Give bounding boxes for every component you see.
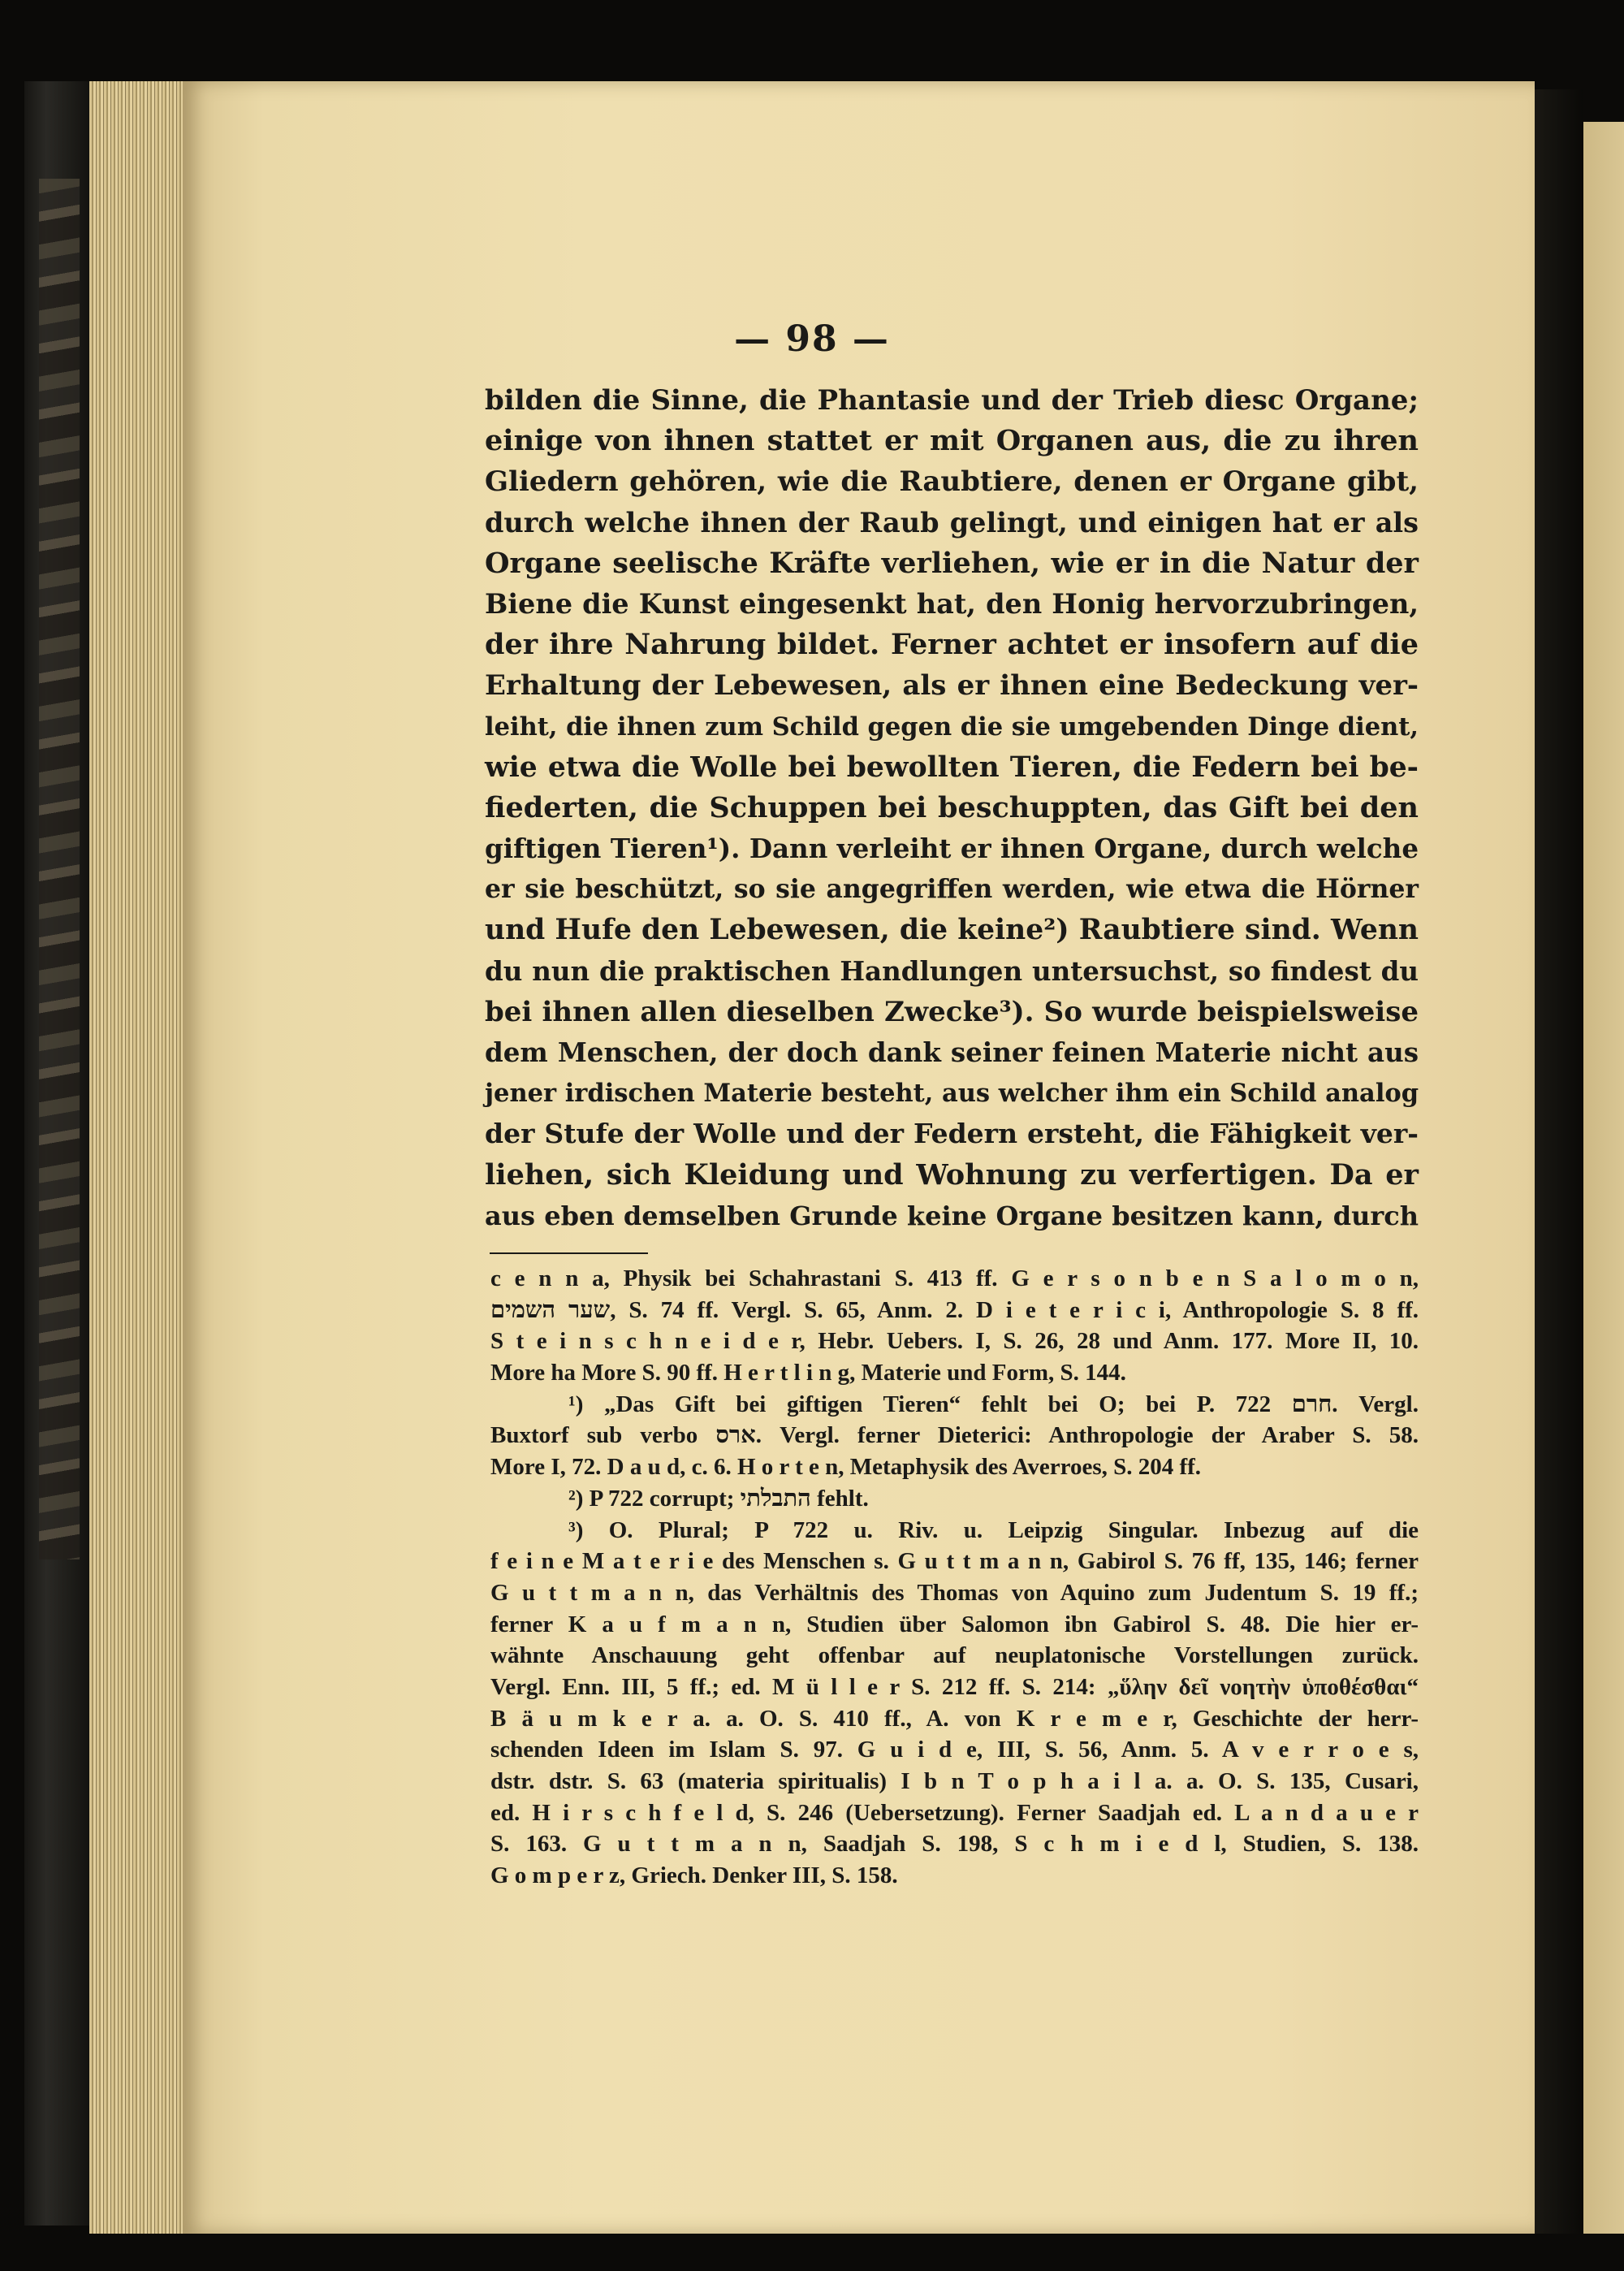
page-number: — 98 — [734,318,890,360]
footnote-line: S. 163. G u t t m a n n, Saadjah S. 198, S c h m i e d l, Studien, S. 138. [490,1831,1419,1858]
footnotes [490,1263,1419,1892]
body-line: bei ihnen allen dieselben Zwecke³). So wurde beispielsweise [485,995,1419,1028]
footnote-line: G u t t m a n n, das Verhältnis des Thomas von Aquino zum Judentum S. 19 ff.; [490,1579,1419,1606]
book-gutter [1535,89,1583,2234]
footnote-line: שער השמים, S. 74 ff. Vergl. S. 65, Anm. 2. D i e t e r i c i, Anthropologie S. 8 ff. [490,1296,1419,1323]
body-text [485,380,1419,1236]
body-line: liehen, sich Kleidung und Wohnung zu verfertigen. Da er [485,1157,1419,1192]
body-line: durch welche ihnen der Raub gelingt, und einigen hat er als [485,506,1419,539]
body-line: bilden die Sinne, die Phantasie und der Trieb diesc Organe; [485,384,1419,417]
footnote-line: f e i n e M a t e r i e des Menschen s. G u t t m a n n, Gabirol S. 76 ff, 135, 146; ferner [490,1548,1419,1575]
body-line: Biene die Kunst eingesenkt hat, den Honig hervorzubringen, [485,587,1419,620]
footnote-line: wähnte Anschauung geht offenbar auf neuplatonische Vorstellungen zurück. [490,1642,1419,1669]
page-edges [89,81,195,2234]
footnote-line: ed. H i r s c h f e l d, S. 246 (Uebersetzung). Ferner Saadjah ed. L a n d a u e r [490,1799,1419,1826]
footnote-line: G o m p e r z, Griech. Denker III, S. 158. [490,1862,898,1889]
footnote-line: More ha More S. 90 ff. H e r t l i n g, Materie und Form, S. 144. [490,1360,1126,1386]
body-line: Erhaltung der Lebewesen, als er ihnen eine Bedeckung ver- [485,669,1419,703]
footnote-line: Vergl. Enn. III, 5 ff.; ed. M ü l l e r S. 212 ff. S. 214: „ὕλην δεῖ νοητὴν ὑποθέσθαι“ [490,1673,1419,1700]
facing-page-edge [1583,122,1624,2234]
body-line: aus eben demselben Grunde keine Organe besitzen kann, durch [485,1200,1419,1231]
body-line: der Stufe der Wolle und der Federn ersteht, die Fähigkeit ver- [485,1118,1419,1150]
footnote-line: More I, 72. D a u d, c. 6. H o r t e n, Metaphysik des Averroes, S. 204 ff. [490,1454,1202,1481]
footnote-line: ²) P 722 corrupt; התבלתי fehlt. [568,1485,869,1512]
body-line: fiederten, die Schuppen bei beschuppten, das Gift bei den [485,790,1419,824]
footnote-line: schenden Ideen im Islam S. 97. G u i d e, III, S. 56, Anm. 5. A v e r r o e s, [490,1737,1419,1763]
body-line: Organe seelische Kräfte verliehen, wie er in die Natur der [485,546,1419,580]
body-line: Gliedern gehören, wie die Raubtiere, denen er Organe gibt, [485,465,1419,499]
body-line: leiht, die ihnen zum Schild gegen die sie umgebenden Dinge dient, [485,712,1419,742]
body-line: der ihre Nahrung bildet. Ferner achtet er insofern auf die [485,628,1419,662]
footnote-line: dstr. dstr. S. 63 (materia spiritualis) I b n T o p h a i l a. a. O. S. 135, Cusari, [490,1768,1419,1794]
body-line: dem Menschen, der doch dank seiner feinen Materie nicht aus [485,1036,1419,1068]
body-line: und Hufe den Lebewesen, die keine²) Raubtiere sind. Wenn [485,914,1419,947]
footnote-rule [490,1252,648,1254]
footnote-line: Buxtorf sub verbo ארס. Vergl. ferner Dieterici: Anthropologie der Araber S. 58. [490,1422,1419,1449]
footnote-line: ³) O. Plural; P 722 u. Riv. u. Leipzig Singular. Inbezug auf die [568,1516,1419,1543]
footnote-line: c e n n a, Physik bei Schahrastani S. 413 ff. G e r s o n b e n S a l o m o n, [490,1265,1419,1291]
footnote-line: ¹) „Das Gift bei giftigen Tieren“ fehlt bei O; bei P. 722 חרם. Vergl. [568,1391,1419,1417]
body-line: giftigen Tieren¹). Dann verleiht er ihnen Organe, durch welche [485,833,1419,865]
body-line: du nun die praktischen Handlungen untersuchst, so findest du [485,954,1419,987]
marbled-binding [39,179,80,1559]
footnote-line: B ä u m k e r a. a. O. S. 410 ff., A. von K r e m e r, Geschichte der herr- [490,1705,1419,1732]
footnote-line: S t e i n s c h n e i d e r, Hebr. Uebers. I, S. 26, 28 und Anm. 177. More II, 10. [490,1328,1419,1355]
body-line: einige von ihnen stattet er mit Organen aus, die zu ihren [485,424,1419,458]
footnote-line: ferner K a u f m a n n, Studien über Salomon ibn Gabirol S. 48. Die hier er- [490,1611,1419,1637]
body-line: wie etwa die Wolle bei bewollten Tieren, die Federn bei be- [485,751,1419,784]
body-line: er sie beschützt, so sie angegriffen werden, wie etwa die Hörner [485,874,1419,905]
body-line: jener irdischen Materie besteht, aus welcher ihm ein Schild analog [485,1079,1419,1109]
